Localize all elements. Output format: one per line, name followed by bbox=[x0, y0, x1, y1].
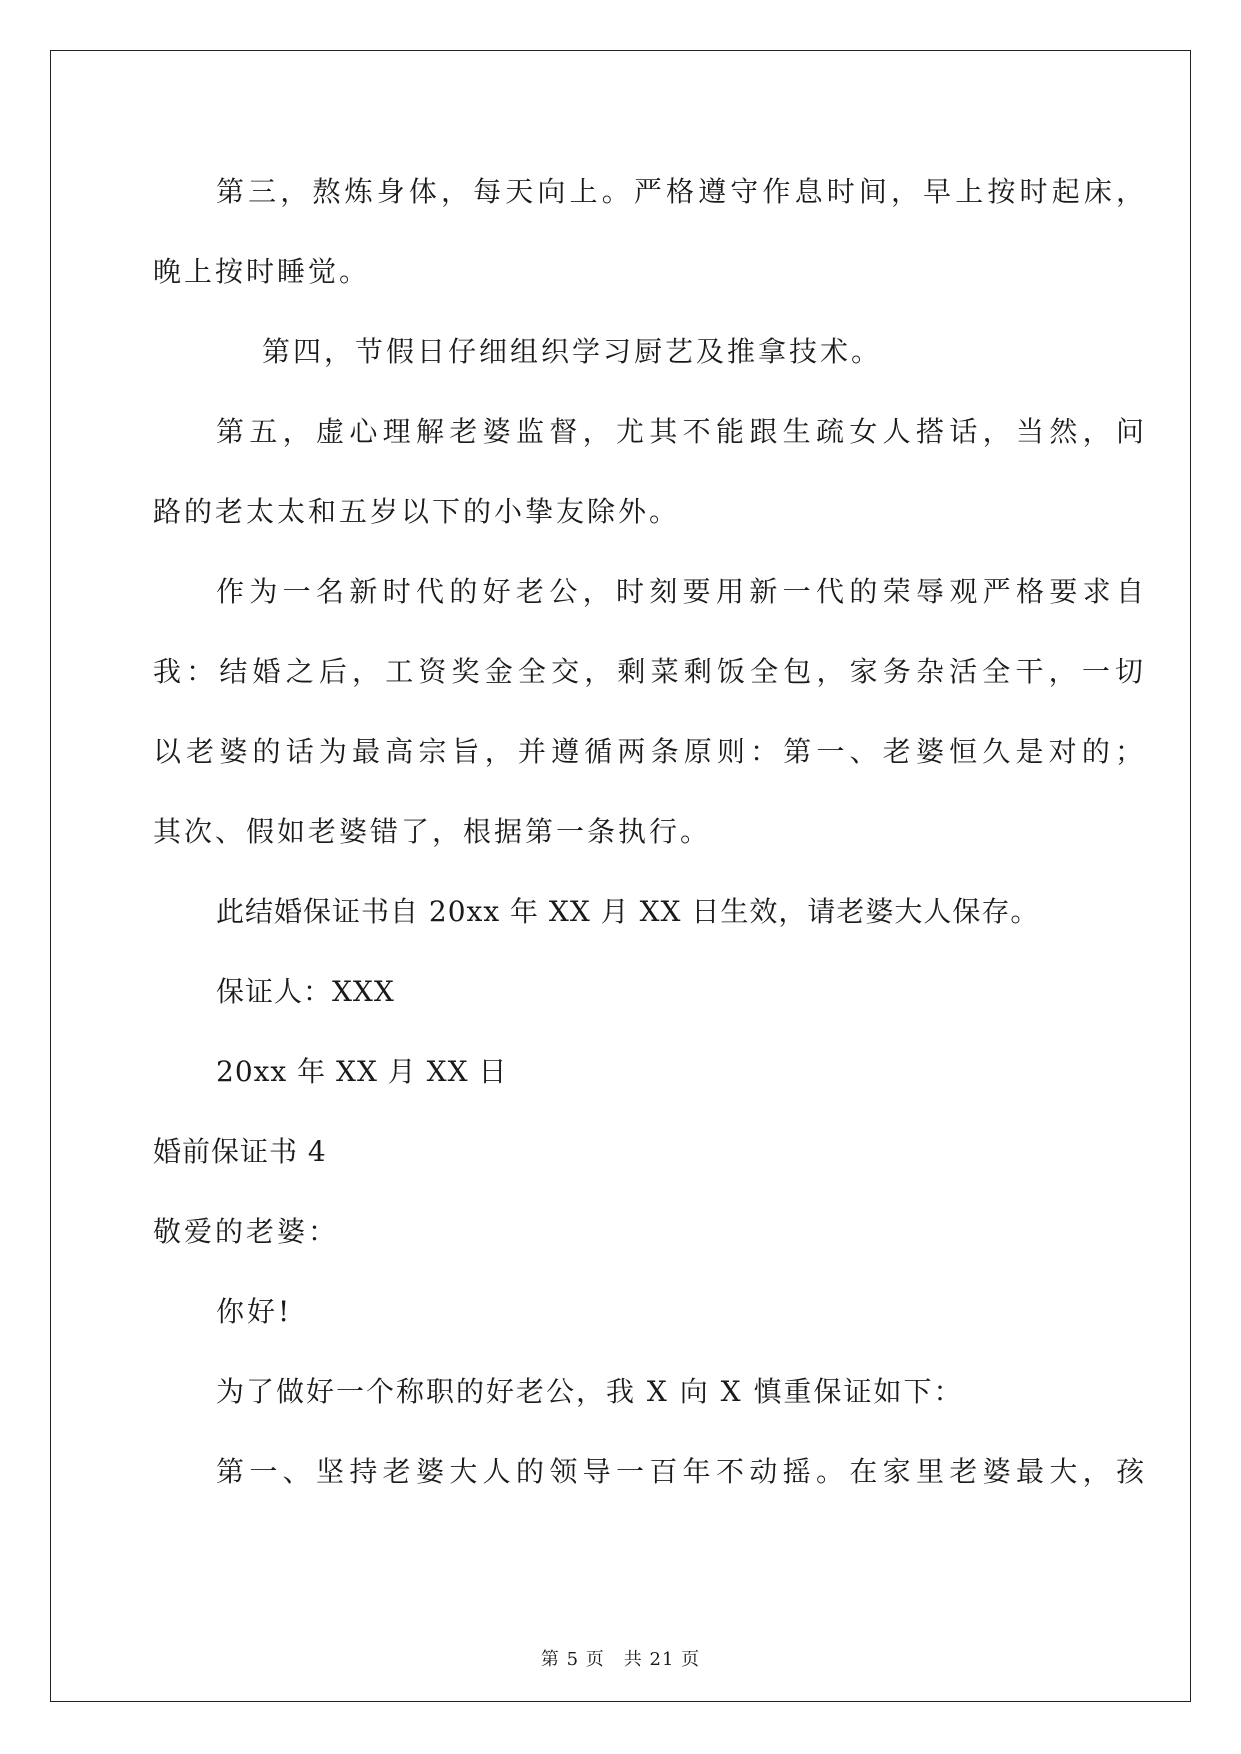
paragraph-line: 作为一名新时代的好老公，时刻要用新一代的荣辱观严格要求自 bbox=[216, 575, 1144, 608]
paragraph-line: 我：结婚之后，工资奖金全交，剩菜剩饭全包，家务杂活全干，一切 bbox=[153, 655, 1143, 688]
paragraph-line: 为了做好一个称职的好老公，我 X 向 X 慎重保证如下： bbox=[216, 1375, 964, 1408]
page-number-footer: 第 5 页 共 21 页 bbox=[540, 1649, 701, 1670]
paragraph-line: 晚上按时睡觉。 bbox=[153, 255, 371, 288]
paragraph-line: 此结婚保证书自 20xx 年 XX 月 XX 日生效，请老婆大人保存。 bbox=[216, 895, 1040, 928]
paragraph-line: 第一、坚持老婆大人的领导一百年不动摇。在家里老婆最大，孩 bbox=[216, 1455, 1144, 1488]
date-line: 20xx 年 XX 月 XX 日 bbox=[216, 1055, 508, 1088]
paragraph-line: 第三，熬炼身体，每天向上。严格遵守作息时间，早上按时起床， bbox=[216, 175, 1144, 208]
paragraph-line: 路的老太太和五岁以下的小挚友除外。 bbox=[153, 495, 681, 528]
section-title: 婚前保证书 4 bbox=[153, 1135, 327, 1168]
greeting: 你好! bbox=[216, 1295, 293, 1328]
salutation: 敬爱的老婆： bbox=[153, 1215, 340, 1248]
paragraph-line: 第五，虚心理解老婆监督，尤其不能跟生疏女人搭话，当然，问 bbox=[216, 415, 1144, 448]
paragraph-line: 第四，节假日仔细组织学习厨艺及推拿技术。 bbox=[262, 335, 883, 368]
paragraph-line: 以老婆的话为最高宗旨，并遵循两条原则：第一、老婆恒久是对的； bbox=[153, 735, 1143, 768]
guarantor-line: 保证人：XXX bbox=[216, 975, 395, 1008]
paragraph-line: 其次、假如老婆错了，根据第一条执行。 bbox=[153, 815, 712, 848]
